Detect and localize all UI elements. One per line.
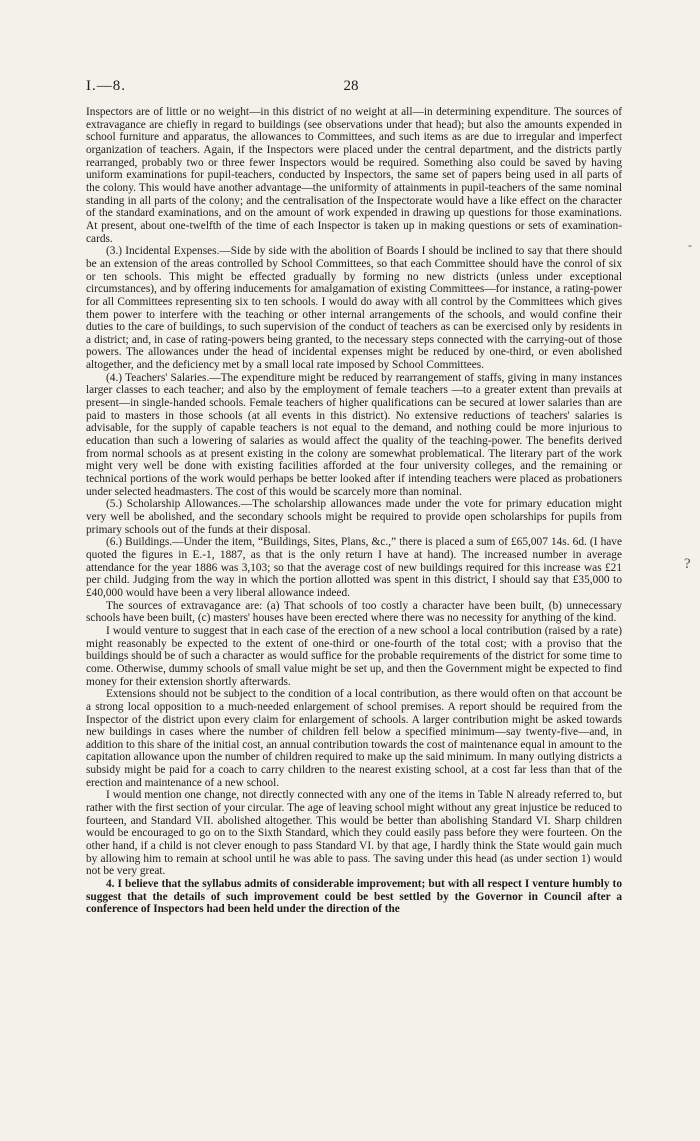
paragraph: The sources of extravagance are: (a) That schools of too costly a character have been built, (b) unnecessary schools have been built, (c) masters' houses have been erected where there was no necessity for anything of the kind.: [86, 599, 622, 625]
paragraph: I would mention one change, not directly connected with any one of the items in Table N already referred to, but rather with the first section of your circular. The age of leaving school might without any great injustice be reduced to fourteen, and Standard VII. abolished altogether. This would be better than abolishing Standard VI. Sharp children would be encouraged to go on to the Sixth Standard, which they could easily pass before they were fourteen. On the other hand, if a child is not clever enough to pass Standard VI. by that age, I hardly think the State would gain much by allowing him to remain at school until he was able to pass. The saving under this head (as under section 1) would not be very great.: [86, 789, 622, 878]
paragraph: I would venture to suggest that in each case of the erection of a new school a local contribution (raised by a rate) might reasonably be expected to the extent of one-third or one-fourth of the total cost; with a proviso that the buildings should be of such a character as would suffice for the probable requirements of the district for some time to come. Otherwise, dummy schools of small value might be set up, and then the Government might be expected to find money for their extension shortly afterwards.: [86, 624, 622, 688]
document-reference: I.—8.: [86, 78, 126, 94]
margin-mark: ?: [684, 556, 691, 572]
page-header: [86, 78, 616, 98]
page-number: 28: [343, 78, 359, 94]
paragraph: Extensions should not be subject to the condition of a local contribution, as there would often on that account be a strong local opposition to a much-needed enlargement of school premises. A report should be required from the Inspector of the district upon every claim for enlargement of schools. A larger contribution might be asked towards new buildings in cases where the number of children fell below a specified minimum—say twenty-five—and, in addition to this share of the initial cost, an annual contribution towards the cost of maintenance equal in amount to the capitation allowance upon the number of children required to make up the said minimum. In many outlying districts a subsidy might be paid for a coach to carry children to the nearest existing school, at a cost far less than that of the erection and maintenance of a new school.: [86, 688, 622, 789]
paragraph-scholarship-allowances: (5.) Scholarship Allowances.—The scholarship allowances made under the vote for primary education might very well be abolished, and the secondary schools might be required to provide open scholarships for pupils from primary schools out of the funds at their disposal.: [86, 498, 622, 536]
paragraph-teachers-salaries: (4.) Teachers' Salaries.—The expenditure might be reduced by rearrangement of staffs, giving in many instances larger classes to each teacher; and also by the employment of female teachers —to a greater extent than prevails at present—in single-handed schools. Female teachers of higher qualifications can be secured at lower salaries than are paid to masters in those schools (at all events in this district). No extensive reductions of teachers' salaries is advisable, for the supply of capable teachers is not equal to the demand, and nothing could be more injurious to education than such a lowering of salaries as would affect the quality of the teaching-power. The benefits derived from normal schools as at present existing in the colony are somewhat problematical. The literary part of the work might very well be done with existing facilities afforded at the four university colleges, and the remaining or technical portions of the work would perhaps be better looked after if intending teachers were placed as probationers under selected headmasters. The cost of this would be scarcely more than nominal.: [86, 371, 622, 498]
paragraph-syllabus: 4. I believe that the syllabus admits of considerable improvement; but with all respect I venture humbly to suggest that the details of such improvement could be best settled by the Governor in Council after a conference of Inspectors had been held under the direction of the: [86, 878, 622, 916]
body-text: [86, 106, 622, 916]
paragraph-buildings: (6.) Buildings.—Under the item, “Buildings, Sites, Plans, &c.,” there is placed a sum of £65,007 14s. 6d. (I have quoted the figures in E.-1, 1887, as that is the only return I have at hand). The increased number in average attendance for the year 1886 was 3,103; so that the average cost of new buildings required for this increase was £21 per child. Judging from the way in which the portion allotted was spent in this district, I should say that £35,000 to £40,000 would have been a very liberal allowance indeed.: [86, 536, 622, 599]
paragraph: Inspectors are of little or no weight—in this district of no weight at all—in determining expenditure. The sources of extravagance are chiefly in regard to buildings (see observations under that head); but also the amounts expended in school furniture and apparatus, the allowances to Committees, and such items as are due to irregular and imperfect organization of teachers. Again, if the Inspectors were placed under the central department, and the districts partly rearranged, probably two or three fewer Inspectors would be required. Something also could be saved by having uniform examinations for pupil-teachers, conducted by Inspectors, the same set of papers being used in all parts of the colony. This would have another advantage—the uniformity of attainments in pupil-teachers of the same nominal standing in all parts of the colony; and the centralisation of the Inspectorate would have a like effect on the character of the standard examinations, and on the amount of work expended in drawing up questions for those examinations. At present, about one-twelfth of the time of each Inspector is taken up in making questions or sets of examination-cards.: [86, 106, 622, 245]
paragraph-incidental-expenses: (3.) Incidental Expenses.—Side by side with the abolition of Boards I should be inclined to say that there should be an extension of the areas controlled by School Committees, so that each Committee should have the conrol of six or ten schools. This might be effected gradually by forming no new districts (unless under exceptional circumstances), and by offering inducements for amalgamation of existing Committees—for instance, a rating-power for all Committees representing six to ten schools. I would do away with all control by the Committees which gives them power to interfere with the teaching or other internal arrangements of the schools, and would confine their duties to the care of buildings, to such supervision of the conduct of teachers as can be exercised only by residents in a district; and, in case of rating-powers being granted, to the necessary steps connected with the carrying-out of those powers. The allowances under the head of incidental expenses might be reduced by one-third, or even abolished altogether, and the deficiency met by a small local rate imposed by School Committees.: [86, 245, 622, 372]
margin-mark: -: [688, 238, 692, 252]
